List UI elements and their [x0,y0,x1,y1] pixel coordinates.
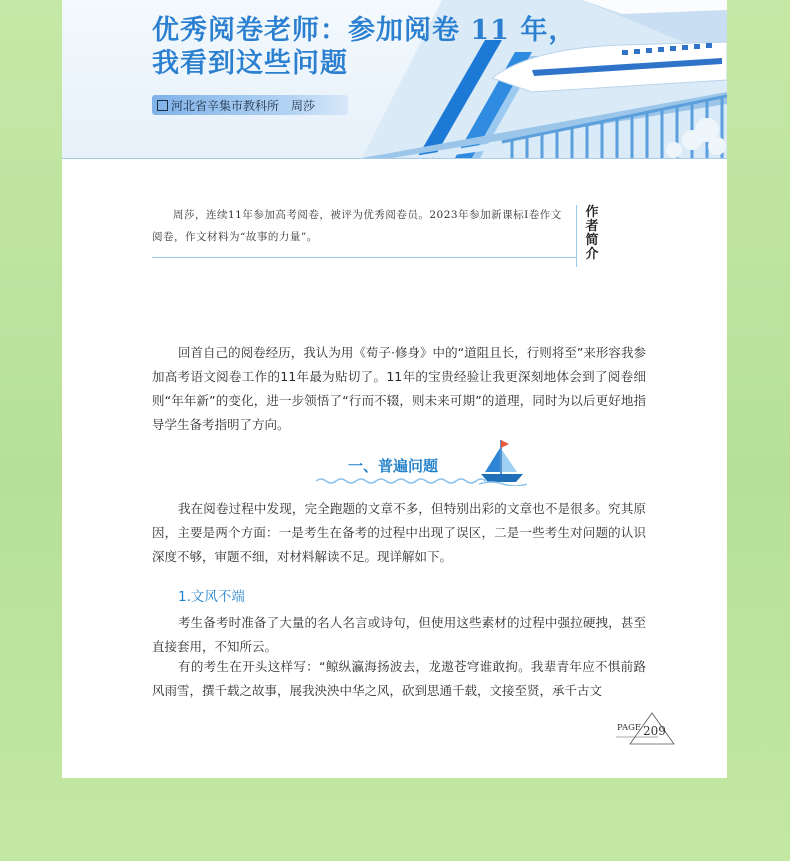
body-paragraph: 我在阅卷过程中发现，完全跑题的文章不多，但特别出彩的文章也不是很多。究其原因，主要是两个方面：一是考生在备考的过程中出现了误区，二是一些考生对问题的认识深度不够，审题不细，对材料解读不足。现详解如下。 [152,501,646,564]
section-wave-decoration [316,476,486,486]
intro-label-char: 简 [585,233,599,248]
header-banner [62,0,727,159]
section-title: 一、普遍问题 [348,457,439,475]
author-intro-text: 周莎，连续11年参加高考阅卷，被评为优秀阅卷员。2023年参加新课标Ⅰ卷作文阅卷，作文材料为“故事的力量”。 [152,209,562,243]
body-paragraph: 有的考生在开头这样写：“鲸纵瀛海扬波去，龙遨苍穹谁敢拘。我辈青年应不惧前路风雨雪，撰千载之故事，展我泱泱中华之风，砍到思通千载，文接至贤，承千古文 [152,659,646,698]
square-icon [157,100,168,111]
article-title-line-2: 我看到这些问题 [152,48,348,79]
intro-divider [152,257,577,258]
author-tag [152,95,348,115]
subsection-title: 1.文风不端 [178,589,245,605]
sailboat-icon [479,436,527,486]
body-paragraph: 回首自己的阅卷经历，我认为用《荀子·修身》中的“道阻且长，行则将至”来形容我参加高考语文阅卷工作的11年最为贴切了。11年的宝贵经验让我更深刻地体会到了阅卷细则“年年新”的变化，进一步领悟了“行而不辍，则未来可期”的道理，同时为以后更好地指导学生备考指明了方向。 [152,345,646,432]
page-label: PAGE [617,723,642,733]
intro-label-char: 者 [585,219,599,234]
author-intro-label [584,206,600,262]
intro-label-char: 介 [585,247,599,262]
intro-vertical-divider [576,205,577,267]
body-paragraph: 考生备考时准备了大量的名人名言或诗句，但使用这些素材的过程中强拉硬拽，甚至直接套用，不知所云。 [152,615,646,654]
intro-label-char: 作 [585,205,599,220]
document-page [62,0,727,778]
page-number: 209 [643,724,666,738]
article-title-line-1: 优秀阅卷老师：参加阅卷 11 年， [152,15,577,46]
author-tag-text: 河北省辛集市教科所 周莎 [171,98,316,113]
